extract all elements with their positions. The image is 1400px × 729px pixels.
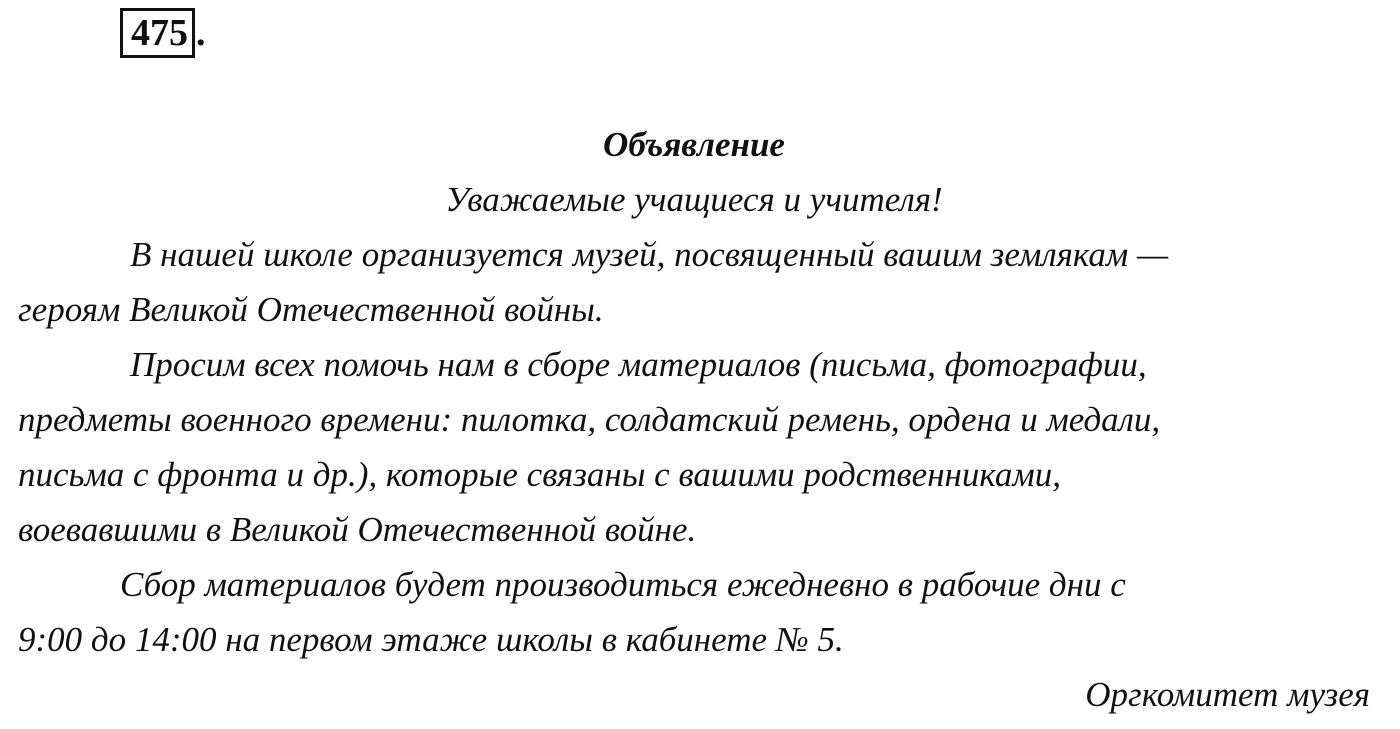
paragraph-line: В нашей школе организуется музей, посвященный вашим землякам — <box>130 235 1169 274</box>
announcement-title: Объявление <box>603 125 785 164</box>
paragraph-line: воевавшими в Великой Отечественной войне. <box>18 510 697 549</box>
paragraph-line: Просим всех помочь нам в сборе материалов (письма, фотографии, <box>130 345 1147 384</box>
paragraph-museum <box>18 227 1370 337</box>
exercise-number-dot: . <box>196 12 206 54</box>
paragraph-line: предметы военного времени: пилотка, солдатский ремень, ордена и медали, <box>18 400 1161 439</box>
exercise-number <box>120 8 206 58</box>
announcement-signature: Оргкомитет музея <box>1085 675 1370 714</box>
paragraph-line: Сбор материалов будет производиться ежедневно в рабочие дни с <box>120 565 1126 604</box>
paragraph-request <box>18 337 1370 557</box>
paragraph-line: письма с фронта и др.), которые связаны с вашими родственниками, <box>18 455 1062 494</box>
announcement-greeting: Уважаемые учащиеся и учителя! <box>445 180 943 219</box>
announcement <box>18 117 1370 722</box>
exercise-number-box: 475 <box>120 8 195 58</box>
paragraph-line: героям Великой Отечественной войны. <box>18 290 604 329</box>
paragraph-line: 9:00 до 14:00 на первом этаже школы в кабинете № 5. <box>18 620 844 659</box>
paragraph-schedule <box>18 557 1370 667</box>
